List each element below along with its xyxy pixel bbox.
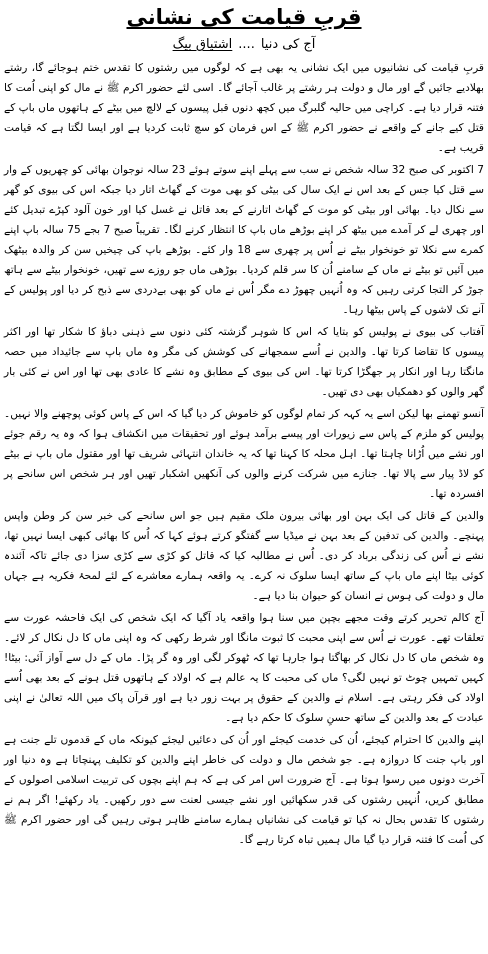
paragraph: آنسو تھمنے بھا لیکن اسے یہ کہہ کر تمام لوگوں کو خاموش کر دیا گیا کہ اس کے پاس کوئی پوچھنے والا نہیں۔ پولیس کو ملزم کے پاس سے زیورات اور پیسے برآمد ہوئے اور تحقیقات میں انکشاف ہوا کہ وہ یہ رقم جوئے اور نشے میں اُڑانا چاہتا تھا۔ اہل محلہ کا کہنا تھا کہ یہ خاندان انتہائی شریف تھا اور مقتول ماں باپ نے بیٹے کو لاڈ پیار سے پالا تھا۔ جنازے میں شرکت کرنے والوں کی آنکھیں اشکبار تھیں اور ہر شخص اس سانحے پر افسردہ تھا۔ <box>4 408 484 500</box>
byline <box>0 36 488 54</box>
article-title: قربِ قیامت کی نشانی <box>126 5 362 29</box>
paragraph: اپنے والدین کا احترام کیجئے، اُن کی خدمت کیجئے اور اُن کی دعائیں لیجئے کیونکہ ماں کے قدموں تلے جنت ہے اور باپ جنت کا دروازہ ہے۔ جو شخص مال و دولت کی خاطر اپنے والدین کو تکلیف پہنچاتا ہے وہ دنیا اور آخرت دونوں میں رسوا ہوتا ہے۔ آج ضرورت اس امر کی ہے کہ ہم اپنے بچوں کی تربیت اسلامی اصولوں کے مطابق کریں، اُنہیں رشتوں کی قدر سکھائیں اور نشے جیسی لعنت سے دور رکھیں۔ یاد رکھئے! اگر ہم نے رشتوں کا تقدس بحال نہ کیا تو قیامت کی نشانیاں ہمارے سامنے ظاہر ہوتی رہیں گی اور حضور اکرم ﷺ کی اُمت کا فتنہ قرار دیا گیا مال ہمیں تباہ کرتا رہے گا۔ <box>4 734 484 846</box>
author-name: اشتیاق بیگ <box>172 37 233 52</box>
paragraph: آفتاب کی بیوی نے پولیس کو بتایا کہ اس کا شوہر گزشتہ کئی دنوں سے ذہنی دباؤ کا شکار تھا اور اکثر پیسوں کا تقاضا کرتا تھا۔ والدین نے اُسے سمجھانے کی کوشش کی مگر وہ ماں باپ سے جائیداد میں حصہ مانگتا رہا اور انکار پر جھگڑا کرتا تھا۔ اس کی بیوی کے مطابق وہ نشے کا عادی بھی تھا اور اس نے کئی بار گھر والوں کو دھمکیاں بھی دی تھیں۔ <box>4 326 484 398</box>
column-name: آج کی دنیا <box>260 37 316 52</box>
paragraph: 7 اکتوبر کی صبح 32 سالہ شخص نے سب سے پہلے اپنے سوتے ہوئے 23 سالہ نوجوان بھائی کو چھریوں کے وار سے قتل کیا جس کے بعد اس نے ایک سال کی بیٹی کو بھی موت کے گھاٹ اتار دیا جبکہ اس کی بیوی کو گھر سے نکال دیا۔ بھائی اور بیٹی کو موت کے گھاٹ اتارنے کے بعد قاتل نے غسل کیا اور خون آلود کپڑے تبدیل کئے اور چھری لے کر آمدے میں بیٹھ کر اپنے بوڑھے ماں باپ کا انتظار کرنے لگا۔ تقریباً صبح 7 بجے 75 سالہ باپ اپنے کمرے سے نکلا تو خونخوار بیٹے نے اُس پر چھری سے 18 وار کئے۔ بوڑھے باپ کی چیخیں سن کر والدہ بیٹھک میں آئیں تو بیٹے نے ماں کے سامنے اُن کا سر قلم کردیا۔ بوڑھی ماں جو روزے سے تھیں، خونخوار بیٹے سے ہاتھ جوڑ کر التجا کرتی رہیں کہ وہ اُنہیں چھوڑ دے مگر اُس نے ماں کو بھی بےدردی سے ذبح کر دیا اور پولیس کے آنے تک لاشوں کے پاس بیٹھا رہا۔ <box>4 164 484 316</box>
paragraph: قربِ قیامت کی نشانیوں میں ایک نشانی یہ بھی ہے کہ لوگوں میں رشتوں کا تقدس ختم ہوجائے گا، رشتے بھلادیے جائیں گے اور مال و دولت ہر رشتے پر غالب آجائے گا۔ اسی لئے حضور اکرم ﷺ نے مال کو اپنی اُمت کا فتنہ قرار دیا ہے۔ کراچی میں حالیہ گلبرگ میں کچھ دنوں قبل پیسوں کے لالچ میں بیٹے کے ہاتھوں ماں باپ کے قتل کیے جانے کے واقعے نے حضور اکرم ﷺ کے اس فرمان کو سچ ثابت کردیا ہے اور ایسا لگتا ہے کہ قیامت قریب ہے۔ <box>4 62 484 154</box>
paragraph: آج کالم تحریر کرتے وقت مجھے بچپن میں سنا ہوا واقعہ یاد آگیا کہ ایک شخص کی ایک فاحشہ عورت سے تعلقات تھے۔ عورت نے اُس سے اپنی محبت کا ثبوت مانگا اور شرط رکھی کہ وہ اپنی ماں کا دل نکال کر لائے۔ وہ شخص ماں کا دل نکال کر بھاگتا ہوا جارہا تھا کہ ٹھوکر لگی اور وہ گر پڑا۔ ماں کے دل سے آواز آئی: بیٹا! کہیں تمہیں چوٹ تو نہیں لگی؟ ماں کی محبت کا یہ عالم ہے کہ اولاد کے ہاتھوں قتل ہونے کے بعد بھی اُسے اولاد کی فکر رہتی ہے۔ اسلام نے والدین کے حقوق پر بہت زور دیا ہے اور قرآن پاک میں اللہ تعالیٰ نے اپنی عبادت کے بعد والدین کے ساتھ حسنِ سلوک کا حکم دیا ہے۔ <box>4 612 484 724</box>
paragraph: والدین کے قاتل کی ایک بہن اور بھائی بیرون ملک مقیم ہیں جو اس سانحے کی خبر سن کر وطن واپس پہنچے۔ والدین کی تدفین کے بعد بہن نے میڈیا سے گفتگو کرتے ہوئے کہا کہ اُس کا بھائی کبھی ایسا نہیں تھا، نشے نے اُس کی زندگی برباد کر دی۔ اُس نے مطالبہ کیا کہ قاتل کو کڑی سے کڑی سزا دی جائے تاکہ آئندہ کوئی بیٹا اپنے ماں باپ کے ساتھ ایسا سلوک نہ کرے۔ یہ واقعہ ہمارے معاشرے کے لئے لمحۂ فکریہ ہے جہاں مال و دولت کی ہوس نے انسان کو حیوان بنا دیا ہے۔ <box>4 510 484 602</box>
byline-separator: .... <box>238 37 255 52</box>
article-body <box>4 58 484 850</box>
